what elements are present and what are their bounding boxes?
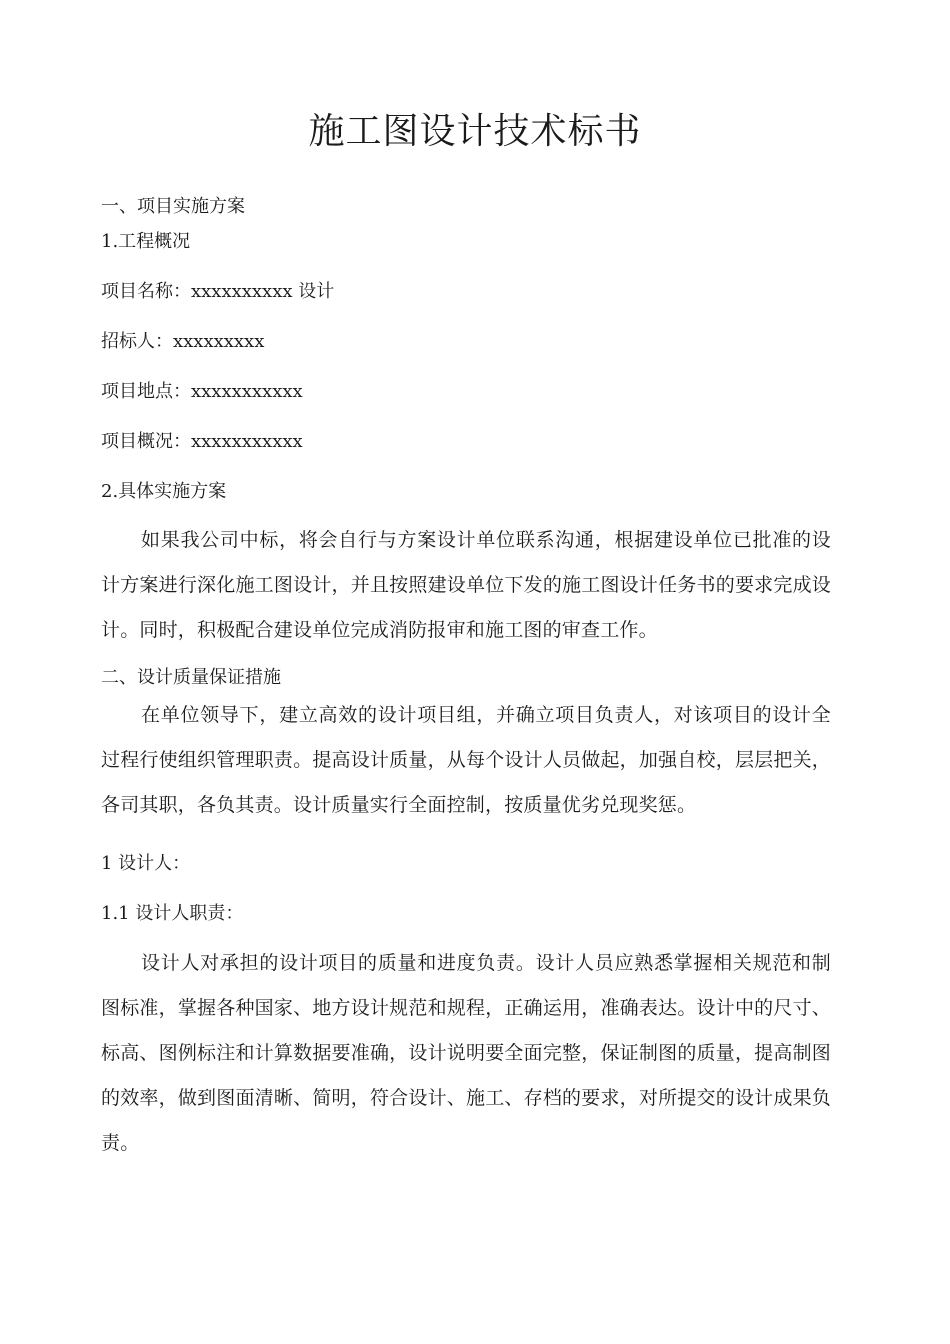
project-overview-line: 项目概况：xxxxxxxxxxx (101, 431, 303, 452)
sub1-heading: 1.工程概况 (101, 231, 191, 252)
quality-paragraph: 在单位领导下，建立高效的设计项目组，并确立项目负责人，对该项目的设计全过程行使组织管理职责。提高设计质量，从每个设计人员做起，加强自校，层层把关，各司其职，各负其责。设计质量实行全面控制，按质量优劣兑现奖惩。 (101, 704, 831, 816)
document-title: 施工图设计技术标书 (308, 111, 642, 152)
section1-heading: 一、项目实施方案 (101, 196, 245, 217)
project-location-line: 项目地点：xxxxxxxxxxx (101, 381, 303, 402)
tenderer-line: 招标人：xxxxxxxxx (101, 331, 265, 352)
implementation-paragraph: 如果我公司中标，将会自行与方案设计单位联系沟通，根据建设单位已批准的设计方案进行深化施工图设计，并且按照建设单位下发的施工图设计任务书的要求完成设计。同时，积极配合建设单位完成消防报审和施工图的审查工作。 (101, 529, 831, 641)
designer-paragraph: 设计人对承担的设计项目的质量和进度负责。设计人员应熟悉掌握相关规范和制图标准，掌握各种国家、地方设计规范和规程，正确运用，准确表达。设计中的尺寸、标高、图例标注和计算数据要准确，设计说明要全面完整，保证制图的质量，提高制图的效率，做到图面清晰、简明，符合设计、施工、存档的要求，对所提交的设计成果负责。 (101, 952, 831, 1154)
designer-duty-heading: 1.1 设计人职责： (101, 903, 244, 924)
sub2-heading: 2.具体实施方案 (101, 481, 227, 502)
section2-heading: 二、设计质量保证措施 (101, 667, 281, 688)
designer-heading: 1 设计人： (101, 853, 191, 874)
project-name-line: 项目名称：xxxxxxxxxx 设计 (101, 281, 335, 302)
